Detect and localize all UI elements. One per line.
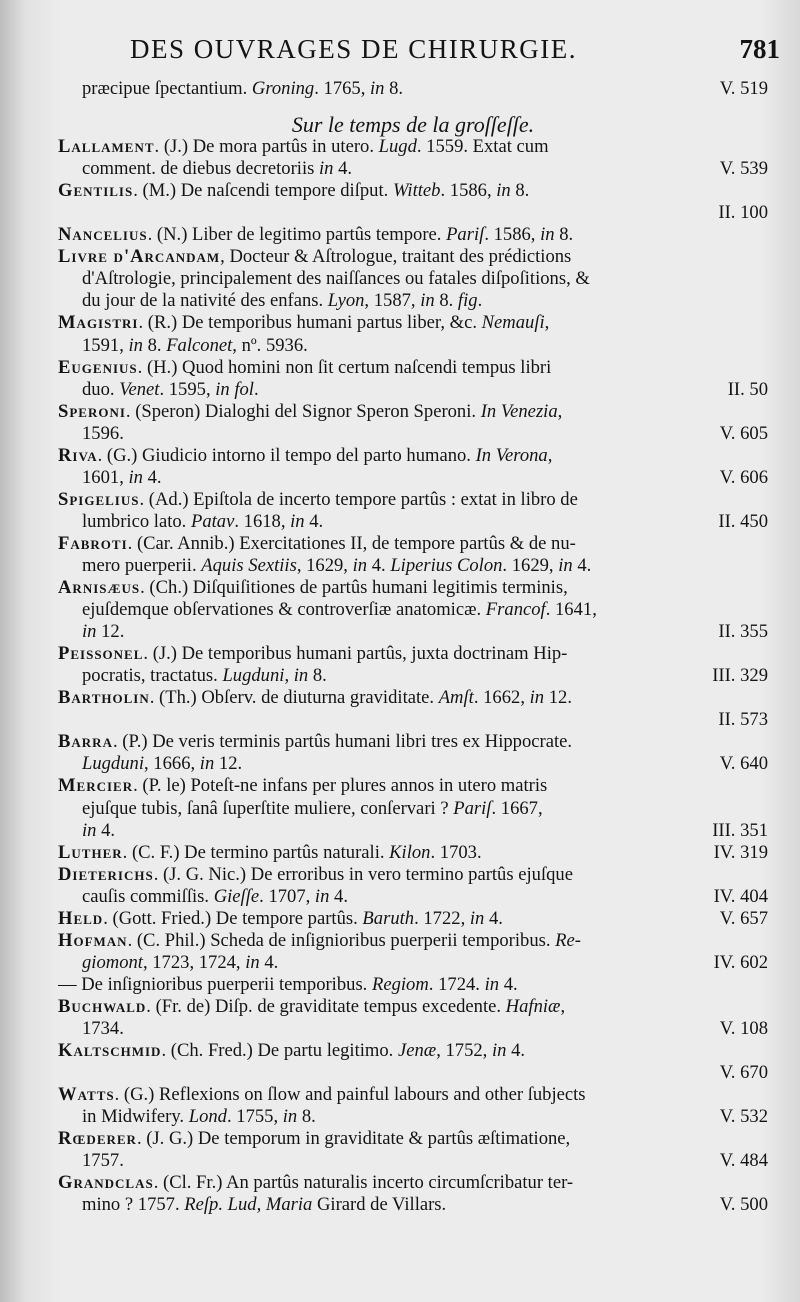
line-text xyxy=(58,180,529,202)
italic-text: Nemauſi xyxy=(481,312,545,334)
text-run: lumbrico lato. xyxy=(82,510,191,532)
italic-text: Pariſ xyxy=(446,224,485,246)
text-run: . 1586, xyxy=(440,180,497,202)
text-run: Girard de Villars. xyxy=(312,1194,447,1216)
text-run: 4. xyxy=(499,973,518,995)
author-name: Kaltschmid xyxy=(58,1040,162,1062)
text-run: . xyxy=(253,378,259,400)
italic-text: in xyxy=(496,180,511,202)
italic-text: in xyxy=(484,973,500,995)
italic-text: in xyxy=(82,819,97,841)
text-run: . (M.) De naſcendi tempore diſput. xyxy=(133,180,393,202)
text-run: . (G.) Reflexions on ſlow and painful labours and other ſubjects xyxy=(114,1084,586,1106)
entry-continuation-line xyxy=(58,511,768,533)
author-name: Riva xyxy=(58,444,98,466)
italic-text: in fol xyxy=(215,378,254,400)
line-text xyxy=(82,335,308,357)
text-run: duo. xyxy=(82,378,120,400)
text-run: , Docteur & Aſtrologue, traitant des prédictions xyxy=(220,246,572,268)
entry-continuation-line xyxy=(58,753,768,775)
volume-reference: II. 450 xyxy=(718,510,768,532)
text-run: . 1667, xyxy=(491,797,543,819)
italic-text: Liperius Colon xyxy=(390,554,503,576)
text-run: 1734. xyxy=(82,1017,124,1039)
italic-text: Baruth xyxy=(362,907,415,929)
text-run: . (N.) Liber de legitimo partûs tempore. xyxy=(147,224,447,246)
entry-line xyxy=(58,842,768,864)
line-text xyxy=(58,357,551,379)
text-run: . (Th.) Obſerv. de diuturna graviditate. xyxy=(149,687,439,709)
line-text xyxy=(82,952,278,974)
volume-reference: IV. 319 xyxy=(713,841,768,863)
author-name: Fabroti xyxy=(58,532,128,554)
author-name: Arnisæus xyxy=(58,577,141,599)
entry-continuation-line xyxy=(58,1018,768,1040)
text-run: 12. xyxy=(544,687,572,709)
entry-continuation-line xyxy=(58,379,768,401)
italic-text: Lugduni xyxy=(82,753,144,775)
entry-line xyxy=(58,996,768,1018)
entry-continuation-line xyxy=(58,268,768,290)
italic-text: in xyxy=(558,554,573,576)
text-run: 1596. xyxy=(82,422,124,444)
text-run: præcipue ſpectantium. xyxy=(82,78,252,99)
entry-line xyxy=(58,1172,768,1194)
text-run: , xyxy=(557,400,563,422)
text-run: . (H.) Quod homini non ſit certum naſcendi tempus libri xyxy=(137,356,552,378)
text-run: , xyxy=(284,665,294,687)
line-text xyxy=(82,511,323,533)
text-run: , 1587, xyxy=(364,290,421,312)
italic-text: in xyxy=(469,907,485,929)
line-text xyxy=(58,974,518,996)
author-name: Dieterichs xyxy=(58,863,154,885)
text-run: 8. xyxy=(510,180,530,202)
text-run: comment. de diebus decretoriis xyxy=(82,158,319,180)
line-text xyxy=(58,643,567,665)
line-text xyxy=(58,577,568,599)
text-run: . (Speron) Dialoghi del Signor Speron Speroni. xyxy=(125,400,481,422)
volume-reference: III. 329 xyxy=(712,665,768,687)
line-text xyxy=(82,886,348,908)
text-run: 4. xyxy=(259,951,279,973)
entry-line xyxy=(58,775,768,797)
author-name: Spigelius xyxy=(58,488,140,510)
italic-text: in xyxy=(540,224,555,246)
text-run: . xyxy=(477,290,483,312)
italic-text: in xyxy=(314,885,330,907)
italic-text: Kilon xyxy=(389,841,431,863)
line-text xyxy=(58,731,572,753)
text-run: . (C. Phil.) Scheda de inſignioribus puerperii temporibus. xyxy=(127,929,556,951)
text-run: ejuſque tubis, ſanâ ſuperſtite muliere, conſervari ? xyxy=(82,797,454,819)
volume-reference: V. 108 xyxy=(719,1017,768,1039)
entry-line xyxy=(58,731,768,753)
entry-line xyxy=(58,864,768,886)
line-text xyxy=(58,533,576,555)
line-text xyxy=(58,489,578,511)
text-run: 4. xyxy=(333,158,353,180)
italic-text: Patav xyxy=(190,510,235,532)
author-name: Magistri xyxy=(58,312,139,334)
line-text xyxy=(82,158,352,180)
text-run: in Midwifery. xyxy=(82,1106,189,1128)
line-text xyxy=(82,798,543,820)
italic-text: Francof xyxy=(485,599,546,621)
line-text xyxy=(82,555,591,577)
line-text xyxy=(82,1106,316,1128)
text-run: , 1752, xyxy=(436,1040,492,1062)
entry-continuation-line xyxy=(58,202,768,224)
text-run: . (C. F.) De termino partûs naturali. xyxy=(122,841,390,863)
entry-line xyxy=(58,312,768,334)
italic-text: Lugduni xyxy=(222,665,285,687)
line-text xyxy=(58,1128,570,1150)
text-run: 4. xyxy=(572,554,592,576)
italic-text: in xyxy=(128,466,143,488)
line-text xyxy=(58,312,549,334)
italic-text: Regiom xyxy=(371,973,429,995)
text-run: 8. xyxy=(142,334,167,356)
italic-text: in xyxy=(282,1106,298,1128)
entry-line xyxy=(58,687,768,709)
text-run: 8. xyxy=(384,78,404,99)
text-run: . 1765, xyxy=(314,78,370,99)
entry-line xyxy=(58,489,768,511)
text-run: 8. xyxy=(434,290,458,312)
text-run: , xyxy=(547,444,553,466)
text-run: , 1723, 1724, xyxy=(142,951,246,973)
text-run: d'Aſtrologie, principalement des naiſſances ou fatales diſpoſitions, & xyxy=(82,268,590,290)
entry-line xyxy=(58,643,768,665)
line-text xyxy=(58,1040,525,1062)
entry-continuation-line xyxy=(58,158,768,180)
line-text xyxy=(82,621,124,643)
italic-text: in xyxy=(491,1040,507,1062)
volume-reference: V. 539 xyxy=(719,158,768,180)
line-text xyxy=(82,78,403,100)
italic-text: in xyxy=(82,621,97,643)
text-run: . (Fr. de) Diſp. de graviditate tempus excedente. xyxy=(146,995,506,1017)
italic-text: Hafniæ xyxy=(505,995,561,1017)
line-text xyxy=(82,379,259,401)
running-title: DES OUVRAGES DE CHIRURGIE. xyxy=(130,34,578,64)
line-text xyxy=(58,401,562,423)
line-text xyxy=(58,930,581,952)
text-run: 1591, xyxy=(82,334,129,356)
volume-reference: II. 355 xyxy=(718,621,768,643)
italic-text: Re- xyxy=(555,929,581,951)
line-text xyxy=(82,290,482,312)
entry-line xyxy=(58,401,768,423)
line-text xyxy=(58,224,573,246)
line-text xyxy=(82,467,162,489)
italic-text: Pariſ xyxy=(453,797,492,819)
italic-text: in xyxy=(529,687,545,709)
volume-reference: V. 640 xyxy=(719,753,768,775)
line-text xyxy=(82,1194,446,1216)
entry-continuation-line xyxy=(58,1150,768,1172)
text-run: . 1662, xyxy=(473,687,530,709)
author-name: Eugenius xyxy=(58,356,138,378)
italic-text: in xyxy=(199,753,215,775)
author-name: Lallament xyxy=(58,136,155,158)
text-run: du jour de la nativité des enfans. xyxy=(82,290,328,312)
text-run: . (Ch. Fred.) De partu legitimo. xyxy=(161,1040,398,1062)
line-text xyxy=(82,753,242,775)
entry-line xyxy=(58,533,768,555)
author-name: Speroni xyxy=(58,400,126,422)
author-name: Held xyxy=(58,907,104,929)
entry-line xyxy=(58,180,768,202)
text-run: 4. xyxy=(484,907,503,929)
volume-reference: V. 606 xyxy=(719,466,768,488)
author-name: Buchwald xyxy=(58,995,147,1017)
entry-continuation-line xyxy=(58,555,768,577)
text-run: . (J.) De mora partûs in utero. xyxy=(154,136,379,158)
section-heading: Sur le temps de la groſſeſſe. xyxy=(291,112,535,138)
entry-continuation-line xyxy=(58,78,768,100)
entry-line xyxy=(58,224,768,246)
text-run: cauſis commiſſis. xyxy=(82,885,214,907)
line-text xyxy=(58,842,482,864)
entry-line xyxy=(58,445,768,467)
text-run: . (Cl. Fr.) An partûs naturalis incerto circumſcribatur ter- xyxy=(153,1172,574,1194)
text-run: . (Car. Annib.) Exercitationes II, de tempore partûs & de nu- xyxy=(127,532,576,554)
line-text xyxy=(82,1150,124,1172)
text-run: . 1629, xyxy=(502,554,559,576)
line-text xyxy=(58,908,503,930)
entry-line xyxy=(58,136,768,158)
text-run: . (P.) De veris terminis partûs humani libri tres ex Hippocrate. xyxy=(112,731,573,753)
line-text xyxy=(58,1172,573,1194)
text-run: 8. xyxy=(297,1106,316,1128)
italic-text: in xyxy=(293,665,309,687)
entry-continuation-line xyxy=(58,467,768,489)
text-run: . (J. G.) De temporum in graviditate & partûs æſtimatione, xyxy=(136,1128,571,1150)
text-run: . (G.) Giudicio intorno il tempo del parto humano. xyxy=(97,444,476,466)
italic-text: fig xyxy=(457,290,478,312)
italic-text: In Verona xyxy=(475,444,548,466)
entry-continuation-line xyxy=(58,335,768,357)
text-run: . (Gott. Fried.) De tempore partûs. xyxy=(103,907,363,929)
entry-line xyxy=(58,908,768,930)
italic-text: Reſp. Lud, Maria xyxy=(184,1194,313,1216)
line-text xyxy=(82,268,590,290)
italic-text: in xyxy=(128,334,143,356)
italic-text: Falconet xyxy=(166,334,233,356)
text-run: 1601, xyxy=(82,466,129,488)
line-text xyxy=(58,996,565,1018)
text-run: . (Ch.) Diſquiſitiones de partûs humani legitimis terminis, xyxy=(140,577,568,599)
text-run: . 1641, xyxy=(545,599,597,621)
italic-text: in xyxy=(370,78,385,99)
text-run: . 1722, xyxy=(414,907,470,929)
author-name: Peissonel xyxy=(58,643,144,665)
text-run: mino ? 1757. xyxy=(82,1194,185,1216)
entry-continuation-line xyxy=(58,952,768,974)
text-run: 8. xyxy=(554,224,574,246)
line-text xyxy=(58,775,547,797)
text-run: . 1595, xyxy=(159,378,216,400)
entry-line xyxy=(58,577,768,599)
author-name: Luther xyxy=(58,841,123,863)
italic-text: in xyxy=(290,510,305,532)
entry-line xyxy=(58,1040,768,1062)
text-run: . 1707, xyxy=(259,885,315,907)
italic-text: giomont xyxy=(82,951,143,973)
volume-reference: V. 519 xyxy=(719,78,768,99)
text-run: 4. xyxy=(367,554,391,576)
volume-reference: IV. 404 xyxy=(713,885,768,907)
text-run: . 1586, xyxy=(484,224,541,246)
italic-text: Groning xyxy=(251,78,315,99)
line-text xyxy=(58,864,573,886)
entry-continuation-line xyxy=(58,423,768,445)
volume-reference: III. 351 xyxy=(712,819,768,841)
text-run: 4. xyxy=(96,819,116,841)
volume-reference: II. 100 xyxy=(718,202,768,224)
italic-text: Gieſſe xyxy=(213,885,260,907)
italic-text: in xyxy=(420,290,435,312)
entry-line xyxy=(58,930,768,952)
line-text xyxy=(82,423,124,445)
text-run: 8. xyxy=(308,665,327,687)
entry-continuation-line xyxy=(58,290,768,312)
italic-text: Witteb xyxy=(392,180,441,202)
entry-line xyxy=(58,1128,768,1150)
line-text xyxy=(58,136,549,158)
text-run: . (Ad.) Epiſtola de incerto tempore partûs : extat in libro de xyxy=(139,488,578,510)
text-run: mero puerperii. xyxy=(82,554,202,576)
text-run: 4. xyxy=(142,466,162,488)
entry-continuation-line xyxy=(58,621,768,643)
volume-reference: V. 532 xyxy=(719,1106,768,1128)
text-run: . (R.) De temporibus humani partus liber, &c. xyxy=(138,312,482,334)
entry-continuation-line xyxy=(58,798,768,820)
text-run: 4. xyxy=(329,885,348,907)
author-name: Bartholin xyxy=(58,687,150,709)
text-run: . 1724. xyxy=(428,973,485,995)
text-run: — De inſignioribus puerperii temporibus. xyxy=(58,973,372,995)
line-text xyxy=(58,445,552,467)
bibliography-list xyxy=(58,78,768,1216)
line-text xyxy=(82,1018,124,1040)
text-run: , xyxy=(560,995,566,1017)
line-text xyxy=(58,246,571,268)
line-text xyxy=(82,665,327,687)
text-run: . 1755, xyxy=(226,1106,283,1128)
italic-text: In Venezia xyxy=(480,400,558,422)
text-run: pocratis, tractatus. xyxy=(82,665,223,687)
line-text xyxy=(58,687,572,709)
italic-text: Amſt xyxy=(438,687,474,709)
volume-reference: V. 500 xyxy=(719,1194,768,1216)
italic-text: in xyxy=(352,554,368,576)
entry-continuation-line xyxy=(58,820,768,842)
text-run: 4. xyxy=(506,1040,526,1062)
entry-continuation-line xyxy=(58,886,768,908)
italic-text: Aquis Sextiis xyxy=(201,554,297,576)
author-name: Nancelius xyxy=(58,224,148,246)
entry-line xyxy=(58,974,768,996)
text-run: . 1559. Extat cum xyxy=(416,136,549,158)
text-run: . 1703. xyxy=(430,841,482,863)
entry-continuation-line xyxy=(58,1062,768,1084)
volume-reference: V. 605 xyxy=(719,422,768,444)
author-name: Grandclas xyxy=(58,1172,154,1194)
text-run: . (J.) De temporibus humani partûs, juxta doctrinam Hip- xyxy=(143,643,568,665)
text-run: ejuſdemque obſervationes & controverſiæ anatomicæ. xyxy=(82,599,486,621)
entry-line xyxy=(58,246,768,268)
line-text xyxy=(82,820,115,842)
volume-reference: V. 657 xyxy=(719,907,768,929)
italic-text: Venet xyxy=(119,378,160,400)
text-run: , 1629, xyxy=(296,554,353,576)
text-run: . (J. G. Nic.) De erroribus in vero termino partûs ejuſque xyxy=(153,863,573,885)
text-run: 1757. xyxy=(82,1150,124,1172)
entry-continuation-line xyxy=(58,599,768,621)
volume-reference: V. 670 xyxy=(719,1062,768,1084)
author-name: Gentilis xyxy=(58,180,134,202)
author-name: Rœderer xyxy=(58,1128,137,1150)
text-run: , xyxy=(544,312,550,334)
volume-reference: IV. 602 xyxy=(713,951,768,973)
entry-continuation-line xyxy=(58,709,768,731)
entry-line xyxy=(58,357,768,379)
line-text xyxy=(82,599,597,621)
entry-continuation-line xyxy=(58,1194,768,1216)
page-number: 781 xyxy=(739,34,780,64)
italic-text: Lyon xyxy=(327,290,365,312)
italic-text: in xyxy=(319,158,334,180)
entry-continuation-line xyxy=(58,1106,768,1128)
volume-reference: V. 484 xyxy=(719,1150,768,1172)
italic-text: Jenæ xyxy=(397,1040,437,1062)
running-head xyxy=(130,34,782,74)
entry-continuation-line xyxy=(58,665,768,687)
text-run: 12. xyxy=(96,621,125,643)
italic-text: Lond xyxy=(188,1106,227,1128)
text-run: , 1666, xyxy=(144,753,200,775)
text-run: 12. xyxy=(214,753,243,775)
text-run: , nº. 5936. xyxy=(232,334,308,356)
author-name: Mercier xyxy=(58,775,134,797)
volume-reference: II. 573 xyxy=(718,709,768,731)
entry-line xyxy=(58,1084,768,1106)
line-text xyxy=(58,1084,586,1106)
text-run: . (P. le) Poteſt-ne infans per plures annos in utero matris xyxy=(133,775,548,797)
author-name: Hofman xyxy=(58,929,128,951)
italic-text: in xyxy=(245,951,260,973)
author-name: Livre d'Arcandam xyxy=(58,246,221,268)
author-name: Barra xyxy=(58,731,113,753)
volume-reference: II. 50 xyxy=(727,378,768,400)
author-name: Watts xyxy=(58,1084,115,1106)
text-run: . 1618, xyxy=(234,510,291,532)
text-run: 4. xyxy=(304,510,324,532)
italic-text: Lugd xyxy=(378,136,417,158)
